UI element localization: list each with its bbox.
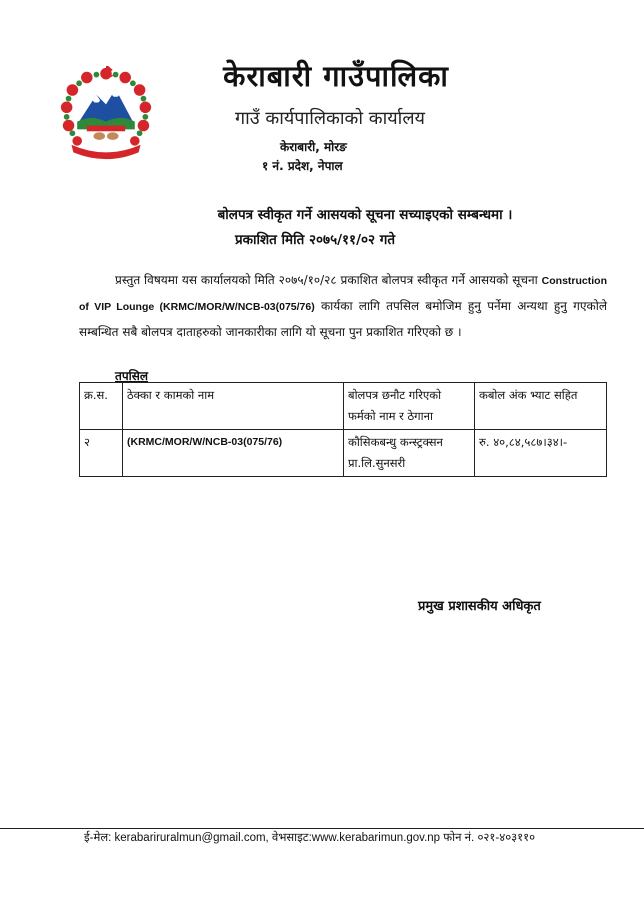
details-caption: तपसिल [115,369,149,383]
cell-contract: (KRMC/MOR/W/NCB-03(075/76) [123,430,344,477]
municipality-title: केराबारी गाउँपालिका [223,59,449,93]
header-firm: बोलपत्र छनौट गरिएको फर्मको नाम र ठेगाना [344,383,475,430]
signatory-title: प्रमुख प्रशासकीय अधिकृत [418,599,541,614]
notice-heading: बोलपत्र स्वीकृत गर्ने आसयको सूचना सच्याइएको सम्बन्धमा । [217,207,513,223]
header-serial: क्र.स. [80,383,123,430]
table-header-row [80,383,607,430]
paragraph-text-2: कार्यका लागि तपसिल बमोजिम हुनु पर्नेमा अन्यथा हुनु गएकोले सम्बन्धित सबै बोलपत्र दाताहरुको जानकारीका लागि यो सूचना पुन प्रकाशित गरिएको छ । [79,299,607,339]
details-table [79,382,607,477]
cell-serial: २ [80,430,123,477]
nepal-emblem-icon [58,66,154,162]
cell-amount: रु. ४०,८४,५८७।३४।- [475,430,607,477]
footer-divider [0,828,644,829]
header-amount: कबोल अंक भ्याट सहित [475,383,607,430]
published-date: प्रकाशित मिति २०७५/११/०२ गते [234,232,396,248]
header-contract: ठेक्का र कामको नाम [123,383,344,430]
address-line-2: १ नं. प्रदेश, नेपाल [262,159,343,173]
notice-paragraph [79,268,607,345]
project-name: Construction of VIP Lounge (KRMC/MOR/W/NCB-03(075/76) [79,275,607,313]
office-subtitle: गाउँ कार्यपालिकाको कार्यालय [235,108,425,129]
footer-contact: ई-मेल: kerabariruralmun@gmail.com, वेभसाइट:www.kerabarimun.gov.np फोन नं. ०२१-४०३११० [84,832,536,844]
table-row [80,430,607,477]
paragraph-text-1: प्रस्तुत विषयमा यस कार्यालयको मिति २०७५/१०/२८ प्रकाशित बोलपत्र स्वीकृत गर्ने आसयको सूचना [115,273,542,287]
address-line-1: केराबारी, मोरङ [280,140,347,154]
cell-firm: कौसिकबन्धु कन्स्ट्रक्सन प्रा.लि.सुनसरी [344,430,475,477]
